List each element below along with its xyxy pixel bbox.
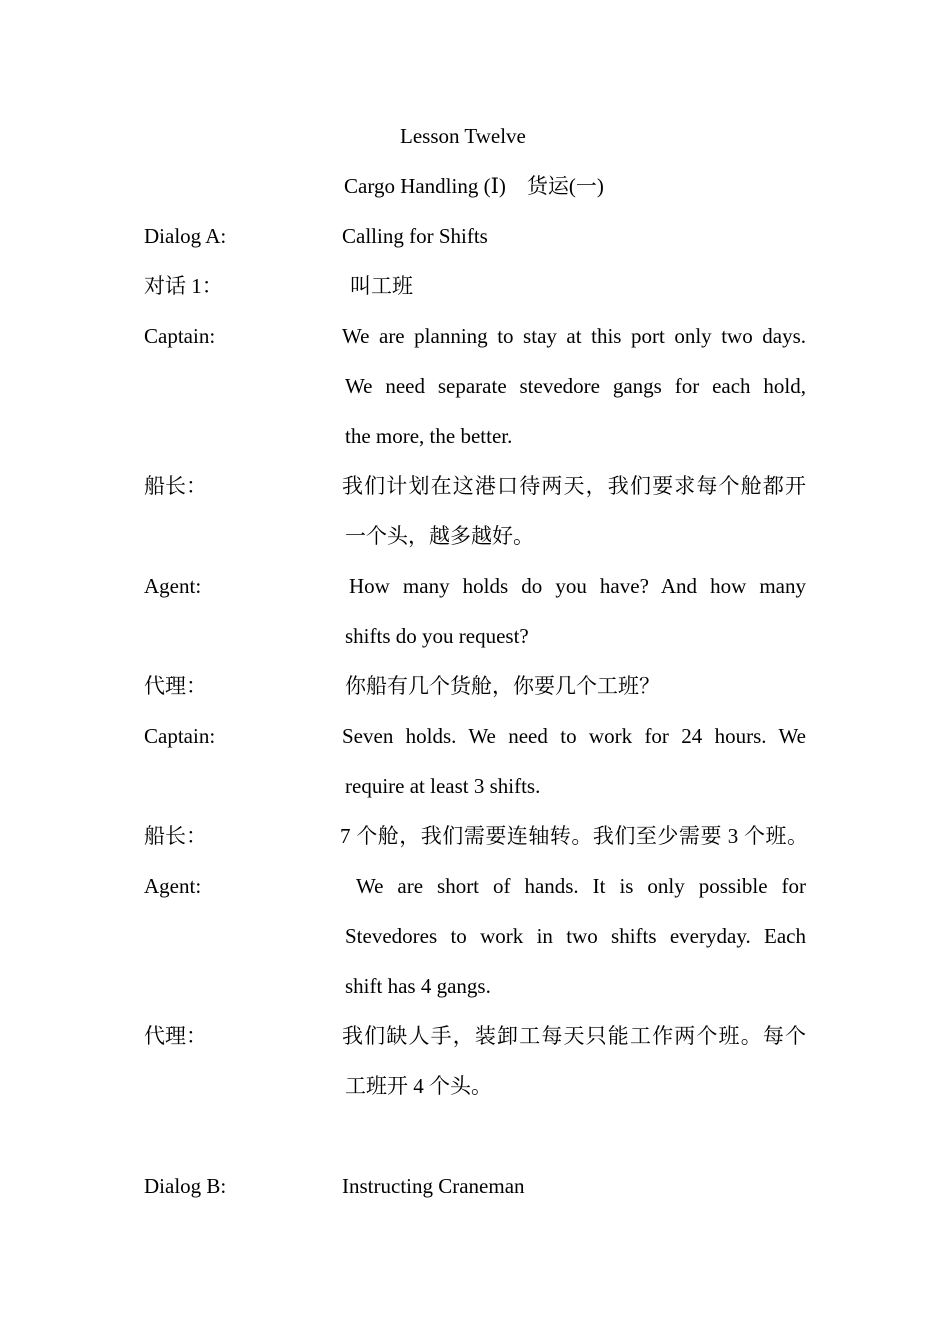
dialog-line: Stevedores to work in two shifts everyday. Each <box>345 924 806 948</box>
dialog-line: shift has 4 gangs. <box>345 974 491 998</box>
dialog-line: 一个头，越多越好。 <box>345 524 534 548</box>
dialog-b-label: Dialog B: <box>144 1174 227 1198</box>
speaker-agent-cn: 代理： <box>144 674 207 698</box>
lesson-topic: Cargo Handling (Ⅰ) 货运(一) <box>344 174 604 198</box>
speaker-agent: Agent: <box>144 874 202 898</box>
speaker-agent: Agent: <box>144 574 202 598</box>
dialog-b-title: Instructing Craneman <box>342 1174 525 1198</box>
speaker-captain-cn: 船长： <box>144 474 207 498</box>
dialog-line: We are planning to stay at this port only two days. <box>342 324 806 348</box>
dialog-line: 工班开 4 个头。 <box>345 1074 492 1098</box>
speaker-captain-cn: 船长： <box>144 824 207 848</box>
lesson-title: Lesson Twelve <box>400 124 526 148</box>
dialog-line: shifts do you request? <box>345 624 529 648</box>
dialog-line: We are short of hands. It is only possible for <box>356 874 806 898</box>
dialog-a-label: Dialog A: <box>144 224 227 248</box>
speaker-agent-cn: 代理： <box>144 1024 207 1048</box>
dialog-line: 7 个舱，我们需要连轴转。我们至少需要 3 个班。 <box>340 824 808 848</box>
dialog-line: Seven holds. We need to work for 24 hours. We <box>342 724 806 748</box>
dialog-line: We need separate stevedore gangs for each hold, <box>345 374 806 398</box>
dialog-line: How many holds do you have? And how many <box>349 574 806 598</box>
dialog-line: require at least 3 shifts. <box>345 774 541 798</box>
dialog-line: the more, the better. <box>345 424 513 448</box>
speaker-captain: Captain: <box>144 724 216 748</box>
dialog-a-label-cn: 对话 1： <box>144 274 223 298</box>
dialog-line: 我们缺人手，装卸工每天只能工作两个班。每个 <box>342 1024 806 1048</box>
speaker-captain: Captain: <box>144 324 216 348</box>
dialog-line: 我们计划在这港口待两天，我们要求每个舱都开 <box>342 474 806 498</box>
dialog-line: 你船有几个货舱，你要几个工班？ <box>345 674 660 698</box>
dialog-a-title-cn: 叫工班 <box>350 274 413 298</box>
dialog-a-title: Calling for Shifts <box>342 224 488 248</box>
